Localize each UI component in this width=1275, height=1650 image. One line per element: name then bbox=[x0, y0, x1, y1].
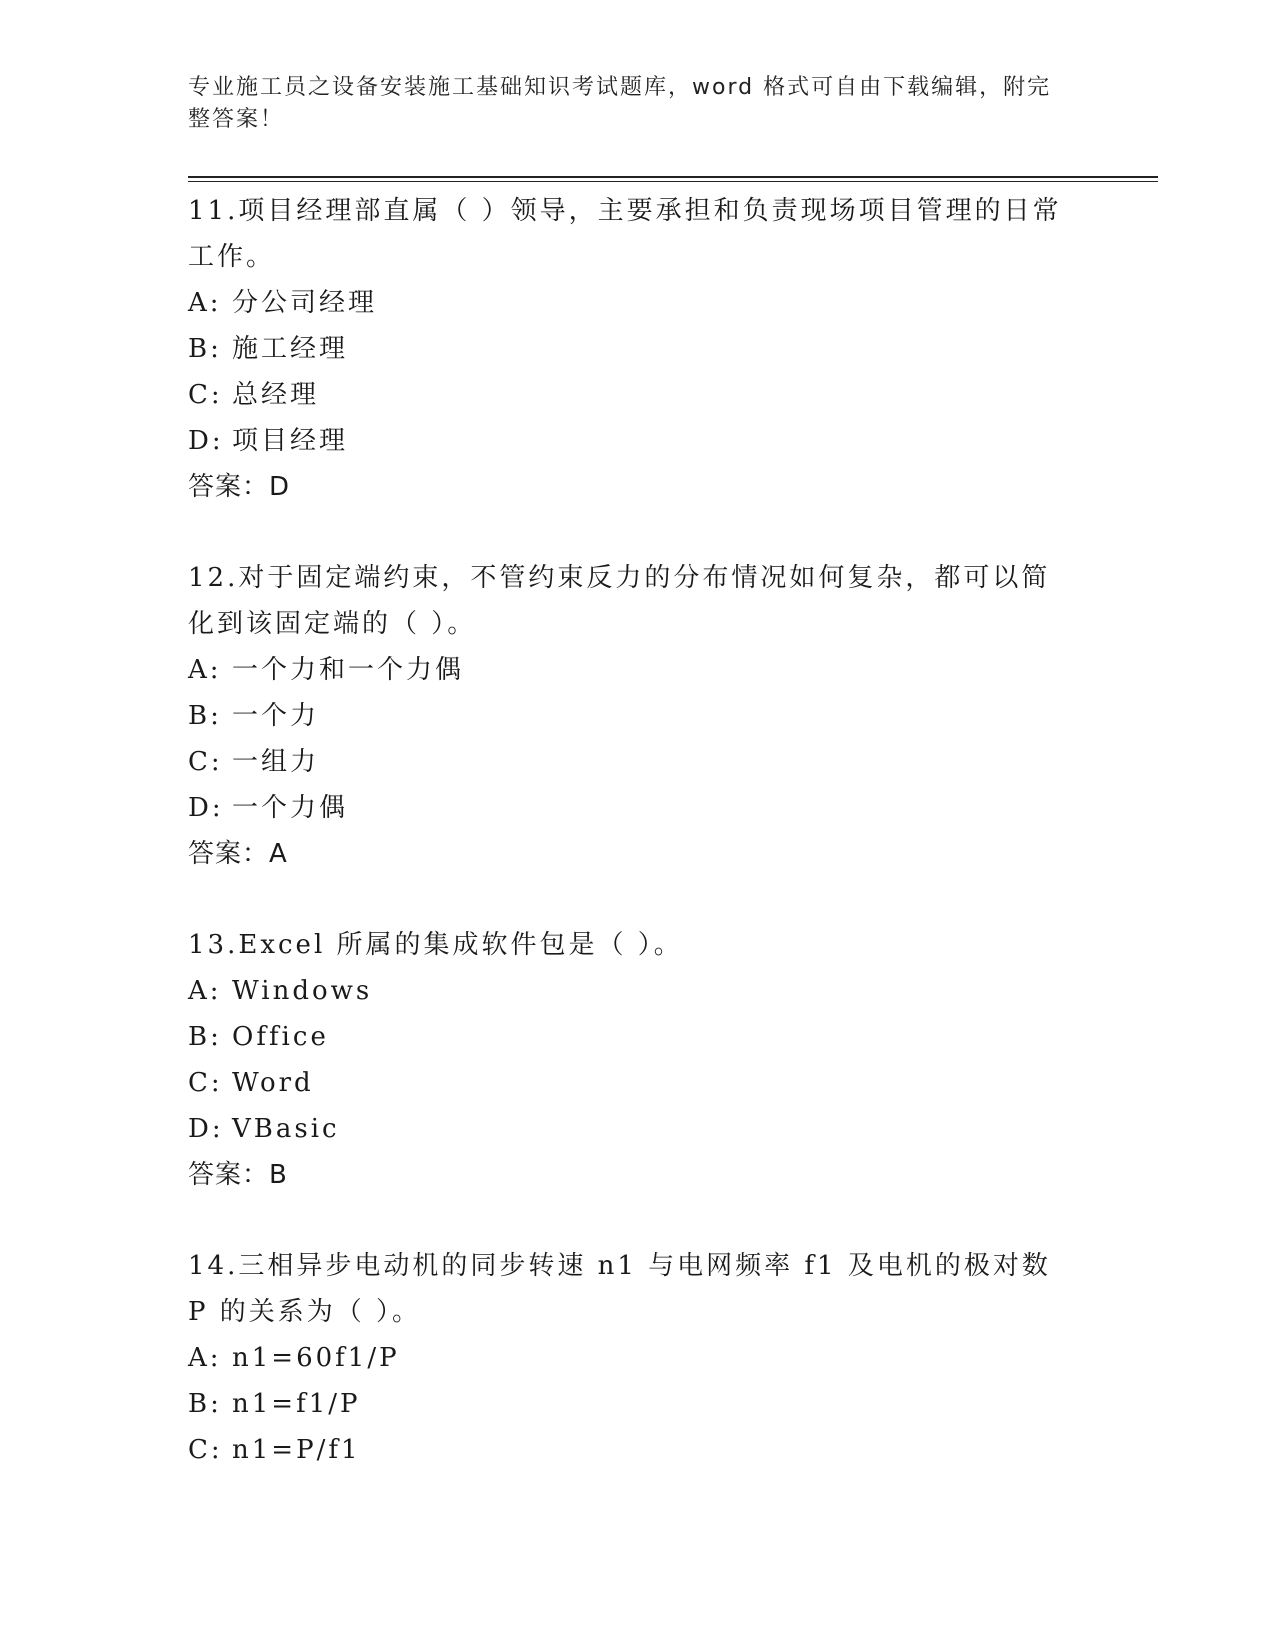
option-text: Windows bbox=[232, 976, 373, 1006]
question-list bbox=[188, 188, 1088, 1518]
question-14 bbox=[188, 1243, 1088, 1473]
option-label: C: bbox=[188, 380, 223, 410]
option-a bbox=[188, 1335, 1088, 1381]
option-c bbox=[188, 1060, 1088, 1106]
option-a bbox=[188, 647, 1088, 693]
option-c bbox=[188, 739, 1088, 785]
option-label: B: bbox=[188, 701, 222, 731]
option-a bbox=[188, 280, 1088, 326]
option-label: A: bbox=[188, 655, 222, 685]
option-a bbox=[188, 968, 1088, 1014]
option-text: 一个力 bbox=[232, 701, 320, 731]
answer-line: 答案：A bbox=[188, 839, 288, 869]
option-text: 施工经理 bbox=[232, 334, 349, 364]
question-stem: 14.三相异步电动机的同步转速 n1 与电网频率 f1 及电机的极对数 P 的关系为（ ）。 bbox=[188, 1251, 1051, 1327]
document-header: 专业施工员之设备安装施工基础知识考试题库，word 格式可自由下载编辑，附完整答案！ bbox=[188, 75, 1052, 132]
option-label: D: bbox=[188, 793, 224, 823]
option-d bbox=[188, 418, 1088, 464]
header-divider-thick bbox=[188, 176, 1158, 178]
answer-line: 答案：B bbox=[188, 1160, 288, 1190]
option-b bbox=[188, 1381, 1088, 1427]
option-text: n1=P/f1 bbox=[232, 1435, 361, 1465]
question-12 bbox=[188, 555, 1088, 877]
option-text: Word bbox=[232, 1068, 314, 1098]
option-label: C: bbox=[188, 1068, 223, 1098]
question-stem: 11.项目经理部直属（ ）领导，主要承担和负责现场项目管理的日常工作。 bbox=[188, 196, 1062, 272]
option-text: 总经理 bbox=[232, 380, 320, 410]
option-text: Office bbox=[232, 1022, 329, 1052]
option-label: B: bbox=[188, 1022, 222, 1052]
option-label: B: bbox=[188, 1389, 222, 1419]
option-text: VBasic bbox=[232, 1114, 340, 1144]
option-c bbox=[188, 372, 1088, 418]
option-label: D: bbox=[188, 426, 224, 456]
option-d bbox=[188, 785, 1088, 831]
question-13 bbox=[188, 922, 1088, 1198]
option-label: A: bbox=[188, 1343, 222, 1373]
option-label: C: bbox=[188, 1435, 223, 1465]
question-11 bbox=[188, 188, 1088, 510]
answer-line: 答案：D bbox=[188, 472, 291, 502]
option-b bbox=[188, 326, 1088, 372]
option-label: D: bbox=[188, 1114, 224, 1144]
option-text: 分公司经理 bbox=[232, 288, 378, 318]
option-b bbox=[188, 693, 1088, 739]
option-c bbox=[188, 1427, 1088, 1473]
option-text: 一个力偶 bbox=[232, 793, 349, 823]
option-text: n1=f1/P bbox=[232, 1389, 361, 1419]
header-divider-thin bbox=[188, 181, 1158, 182]
question-stem: 13.Excel 所属的集成软件包是（ ）。 bbox=[188, 930, 683, 960]
option-b bbox=[188, 1014, 1088, 1060]
option-text: 一组力 bbox=[232, 747, 320, 777]
option-label: A: bbox=[188, 288, 222, 318]
option-text: n1=60f1/P bbox=[232, 1343, 400, 1373]
option-label: B: bbox=[188, 334, 222, 364]
option-text: 一个力和一个力偶 bbox=[232, 655, 465, 685]
question-stem: 12.对于固定端约束，不管约束反力的分布情况如何复杂，都可以简化到该固定端的（ ）。 bbox=[188, 563, 1051, 639]
option-label: A: bbox=[188, 976, 222, 1006]
option-label: C: bbox=[188, 747, 223, 777]
option-d bbox=[188, 1106, 1088, 1152]
option-text: 项目经理 bbox=[232, 426, 349, 456]
